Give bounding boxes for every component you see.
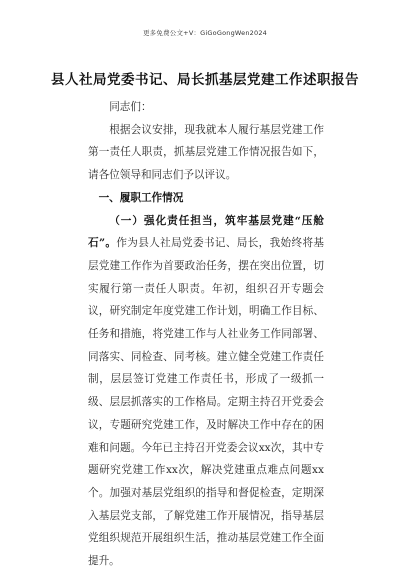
subsection-heading: （一）强化责任担当，筑牢基层党建“压舱石”。: [88, 214, 324, 250]
document-title: 县人社局党委书记、局长抓基层党建工作述职报告: [51, 72, 359, 88]
subsection-paragraph: [88, 210, 324, 573]
salutation: 同志们：: [109, 101, 152, 113]
subsection-text: 作为县人社局党委书记、局长，我始终将基层党建工作作为首要政治任务，摆在突出位置，切实履行第一责任人职责。年初，组织召开专题会议，研究制定年度党建工作计划，明确工作目标、任务和措施，将党建工作与人社业务工作同部署、同落实、同检查、同考核。建立健全党建工作责任制，层层签订党建工作责任书，形成了一级抓一级、层层抓落实的工作格局。定期主持召开党委会议，专题研究党建工作，及时解决工作中存在的困难和问题。今年已主持召开党委会议xx次，其中专题研究党建工作xx次，解决党建重点难点问题xx个。加强对基层党组织的指导和督促检查，定期深入基层党支部，了解党建工作开展情况，指导基层党组织规范开展组织生活，推动基层党建工作全面提升。: [88, 237, 324, 568]
document-body: [88, 96, 324, 573]
section-heading: 一、履职工作情况: [98, 191, 184, 204]
header-note: 更多免费公文+V：GiGoGongWen2024: [142, 29, 267, 37]
intro-paragraph: 根据会议安排，现我就本人履行基层党建工作第一责任人职责，抓基层党建工作情况报告如下，请各位领导和同志们予以评议。: [88, 123, 324, 182]
